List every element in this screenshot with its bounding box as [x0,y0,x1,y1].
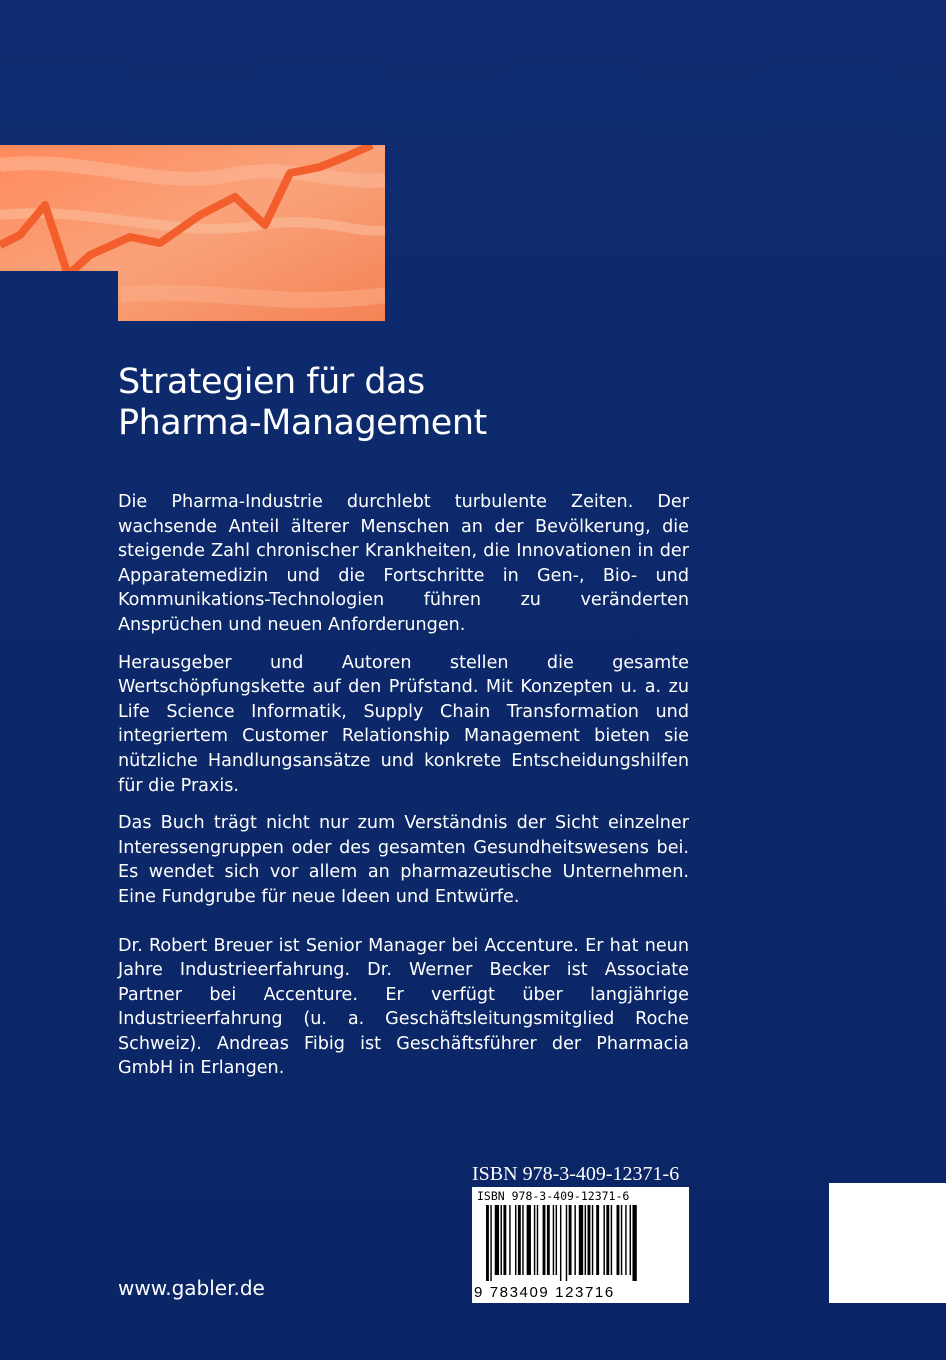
author-bio-paragraph: Dr. Robert Breuer ist Senior Manager bei Accenture. Er hat neun Jahre Industrieerfahrung. Dr. Werner Becker ist Associate Partner bei Accenture. Er verfügt über langjährige Industrieerfahrung (u. a. Geschäftsleitungsmitglied Roche Schweiz). Andreas Fibig ist Geschäftsführer der Pharmacia GmbH in Erlangen. [118,935,689,1079]
barcode-bar [621,1205,622,1275]
price-label-area [829,1183,946,1303]
barcode-bar [495,1205,499,1275]
barcode-bar [490,1205,491,1281]
book-title [118,362,718,444]
chart-graphic-image [0,145,385,321]
barcode-bar [611,1205,612,1275]
barcode-digits: 9 783409 123716 [474,1284,615,1301]
barcode-bar [553,1205,554,1275]
title-line-1: Strategien für das [118,362,425,402]
description-paragraph: Das Buch trägt nicht nur zum Verständnis der Sicht einzelner Interessengruppen oder des gesamten Gesundheitswesens bei. Es wendet sich vor allem an pharmazeutische Unternehmen. Eine Fundgrube für neue Ideen und Entwürfe. [118,813,689,907]
barcode-bar [556,1205,557,1275]
barcode-bar [534,1205,535,1275]
barcode-bar [515,1205,516,1275]
barcode-bars-graphic [486,1205,681,1281]
barcode-bar [543,1205,546,1275]
barcode-bar [585,1205,586,1275]
description [118,490,689,1094]
barcode-bar [547,1205,550,1275]
barcode [472,1187,689,1303]
barcode-bar [569,1205,572,1275]
barcode-bar [596,1205,599,1275]
isbn-label: ISBN 978-3-409-12371-6 [472,1163,680,1185]
barcode-bar [606,1205,609,1275]
barcode-bar [527,1205,531,1275]
barcode-bar [588,1205,591,1275]
barcode-bar [509,1205,510,1275]
barcode-bar [574,1205,575,1275]
barcode-bar [625,1205,626,1275]
barcode-isbn-text: ISBN 978-3-409-12371-6 [477,1189,630,1203]
barcode-bar [603,1205,604,1275]
barcode-bar [632,1205,636,1281]
barcode-bar [503,1205,506,1275]
barcode-bar [579,1205,583,1275]
barcode-bar [537,1205,538,1275]
description-paragraph: Die Pharma-Industrie durchlebt turbulente Zeiten. Der wachsende Anteil älterer Menschen an der Bevölkerung, die steigende Zahl chronischer Krankheiten, die Innovationen in der Apparatemedizin und die Fortschritte in Gen-, Bio- und Kommunikations-Technologien führen zu veränderten Ansprüchen und neuen Anforderungen. [118,492,689,635]
publisher-url: www.gabler.de [118,1276,265,1300]
barcode-bar [522,1205,523,1275]
barcode-bar [617,1205,620,1275]
description-paragraph: Herausgeber und Autoren stellen die gesamte Wertschöpfungskette auf den Prüfstand. Mit Konzepten u. a. zu Life Science Informatik, Supply Chain Transformation und integriertem Customer Relationship Management bieten sie nützliche Handlungsansätze und konkrete Entscheidungshilfen für die Praxis. [118,652,689,796]
barcode-bar [560,1205,561,1281]
barcode-bar [566,1205,567,1281]
barcode-bar [518,1205,521,1275]
barcode-bar [592,1205,593,1275]
barcode-bar [630,1205,631,1275]
title-line-2: Pharma-Management [118,403,487,443]
barcode-bar [486,1205,489,1281]
barcode-bar [501,1205,502,1275]
